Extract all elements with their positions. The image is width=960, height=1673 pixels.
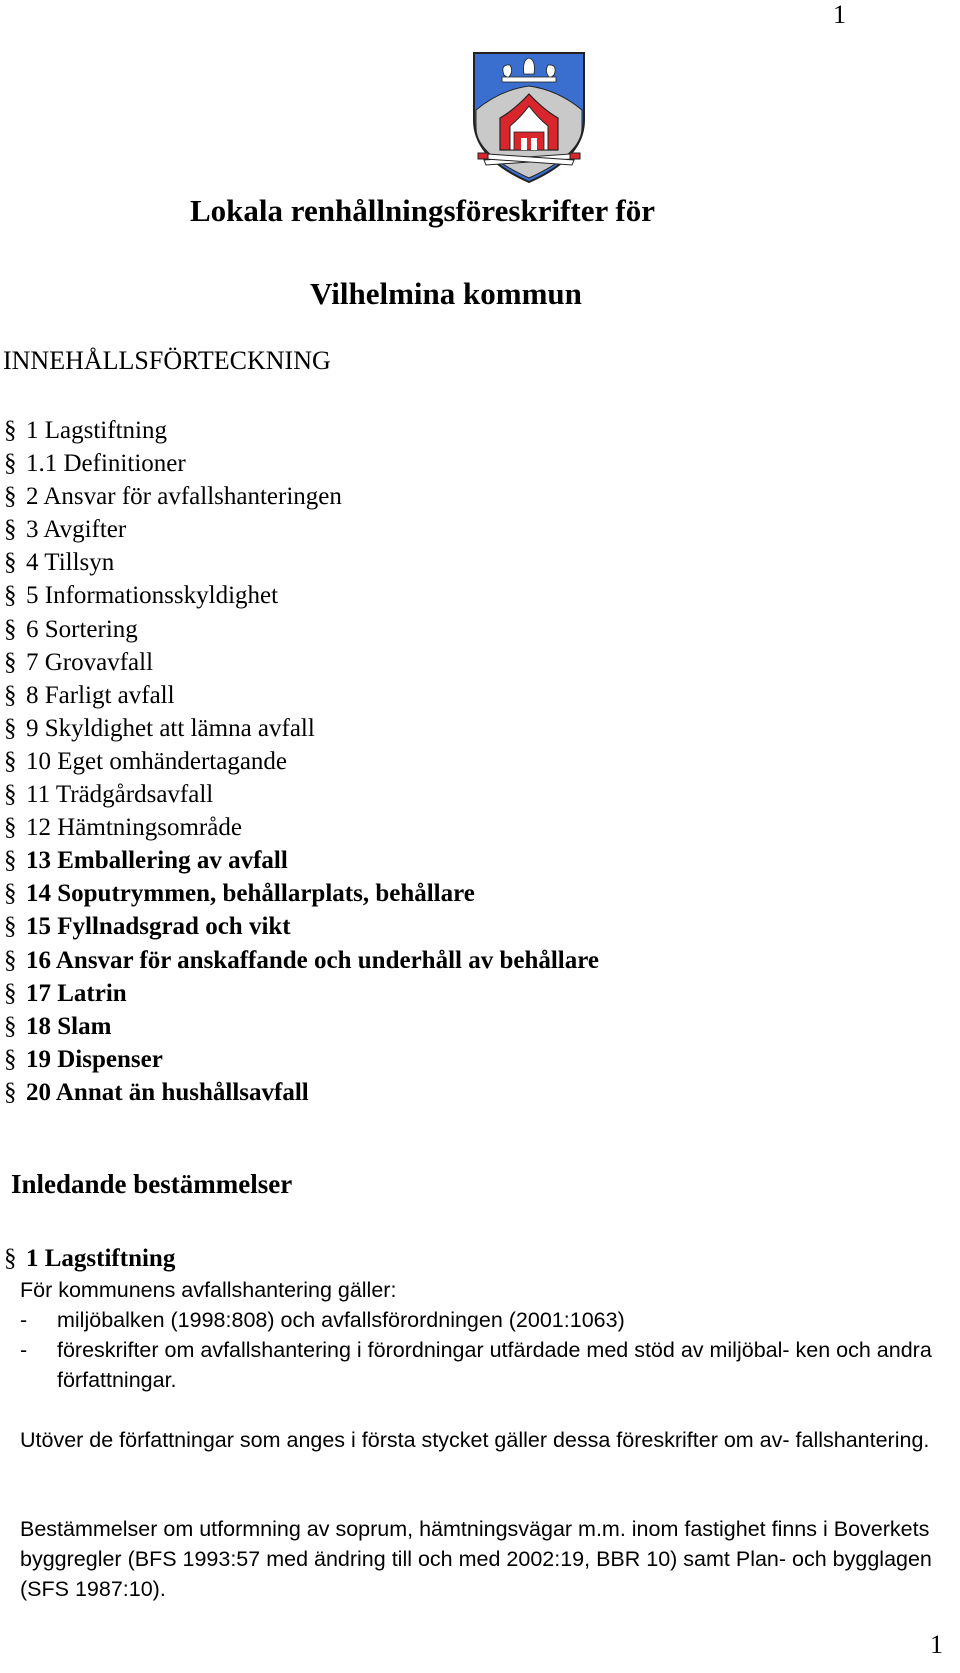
paragraph-symbol: § — [4, 1078, 17, 1106]
paragraph-symbol: § — [4, 1245, 17, 1272]
paragraph-symbol: § — [4, 417, 17, 444]
toc-item: § 9 Skyldighet att lämna avfall — [4, 712, 599, 745]
paragraph-symbol: § — [4, 946, 17, 974]
toc-item: § 18 Slam — [4, 1010, 599, 1043]
toc-item: § 8 Farligt avfall — [4, 679, 599, 712]
paragraph-heading: § 1 Lagstiftning — [4, 1245, 176, 1272]
toc-item: § 6 Sortering — [4, 613, 599, 646]
toc-item: § 4 Tillsyn — [4, 546, 599, 579]
body-paragraph: Utöver de författningar som anges i första stycket gäller dessa föreskrifter om av- fallshantering. — [20, 1428, 930, 1452]
paragraph-symbol: § — [4, 714, 17, 742]
paragraph-symbol: § — [4, 483, 17, 511]
paragraph-symbol: § — [4, 979, 17, 1007]
toc-item: § 5 Informationsskyldighet — [4, 579, 599, 612]
body-paragraph: Bestämmelser om utformning av soprum, hämtningsvägar m.m. inom fastighet finns i Boverkets byggregler (BFS 1993:57 med ändring till och med 2002:19, BBR 10) samt Plan- och bygglagen (SFS 1987:10). — [20, 1517, 932, 1601]
toc-item: § 3 Avgifter — [4, 513, 599, 546]
intro-text: För kommunens avfallshantering gäller: — [20, 1278, 397, 1302]
paragraph-symbol: § — [4, 781, 17, 809]
document-title: Lokala renhållningsföreskrifter för — [190, 193, 655, 228]
paragraph-symbol: § — [4, 450, 17, 478]
toc-item: § 20 Annat än hushållsavfall — [4, 1076, 599, 1109]
toc-heading: INNEHÅLLSFÖRTECKNING — [3, 346, 331, 375]
list-item: - miljöbalken (1998:808) och avfallsförordningen (2001:1063) — [20, 1308, 625, 1332]
page-number-top: 1 — [833, 0, 846, 29]
paragraph-symbol: § — [4, 681, 17, 709]
toc-item: § 2 Ansvar för avfallshanteringen — [4, 480, 599, 513]
toc-item: § 17 Latrin — [4, 977, 599, 1010]
toc-item: § 1.1 Definitioner — [4, 447, 599, 480]
toc-item: § 13 Emballering av avfall — [4, 844, 599, 877]
document-subtitle: Vilhelmina kommun — [310, 276, 582, 311]
section-heading: Inledande bestämmelser — [11, 1169, 293, 1199]
toc-item: § 7 Grovavfall — [4, 646, 599, 679]
paragraph-symbol: § — [4, 814, 17, 842]
toc-item: § 16 Ansvar för anskaffande och underhåll av behållare — [4, 944, 599, 977]
list-item: - föreskrifter om avfallshantering i förordningar utfärdade med stöd av miljöbal- ken och andra författningar. — [20, 1338, 932, 1392]
coat-of-arms — [470, 50, 588, 185]
paragraph-symbol: § — [4, 847, 17, 875]
toc-item: § 10 Eget omhändertagande — [4, 745, 599, 778]
toc-item: § 11 Trädgårdsavfall — [4, 778, 599, 811]
regulation-list — [20, 1305, 950, 1395]
table-of-contents — [4, 414, 599, 1109]
toc-item: § 14 Soputrymmen, behållarplats, behållare — [4, 877, 599, 910]
paragraph-symbol: § — [4, 747, 17, 775]
paragraph-symbol: § — [4, 549, 17, 577]
paragraph-symbol: § — [4, 516, 17, 544]
paragraph-symbol: § — [4, 582, 17, 610]
paragraph-symbol: § — [4, 615, 17, 643]
toc-item: § 1 Lagstiftning — [4, 414, 599, 447]
page-number-bottom: 1 — [930, 1630, 943, 1659]
toc-item: § 19 Dispenser — [4, 1043, 599, 1076]
toc-item: § 12 Hämtningsområde — [4, 811, 599, 844]
paragraph-symbol: § — [4, 880, 17, 908]
paragraph-symbol: § — [4, 913, 17, 941]
paragraph-symbol: § — [4, 1012, 17, 1040]
paragraph-symbol: § — [4, 1045, 17, 1073]
toc-item: § 15 Fyllnadsgrad och vikt — [4, 910, 599, 943]
paragraph-symbol: § — [4, 648, 17, 676]
